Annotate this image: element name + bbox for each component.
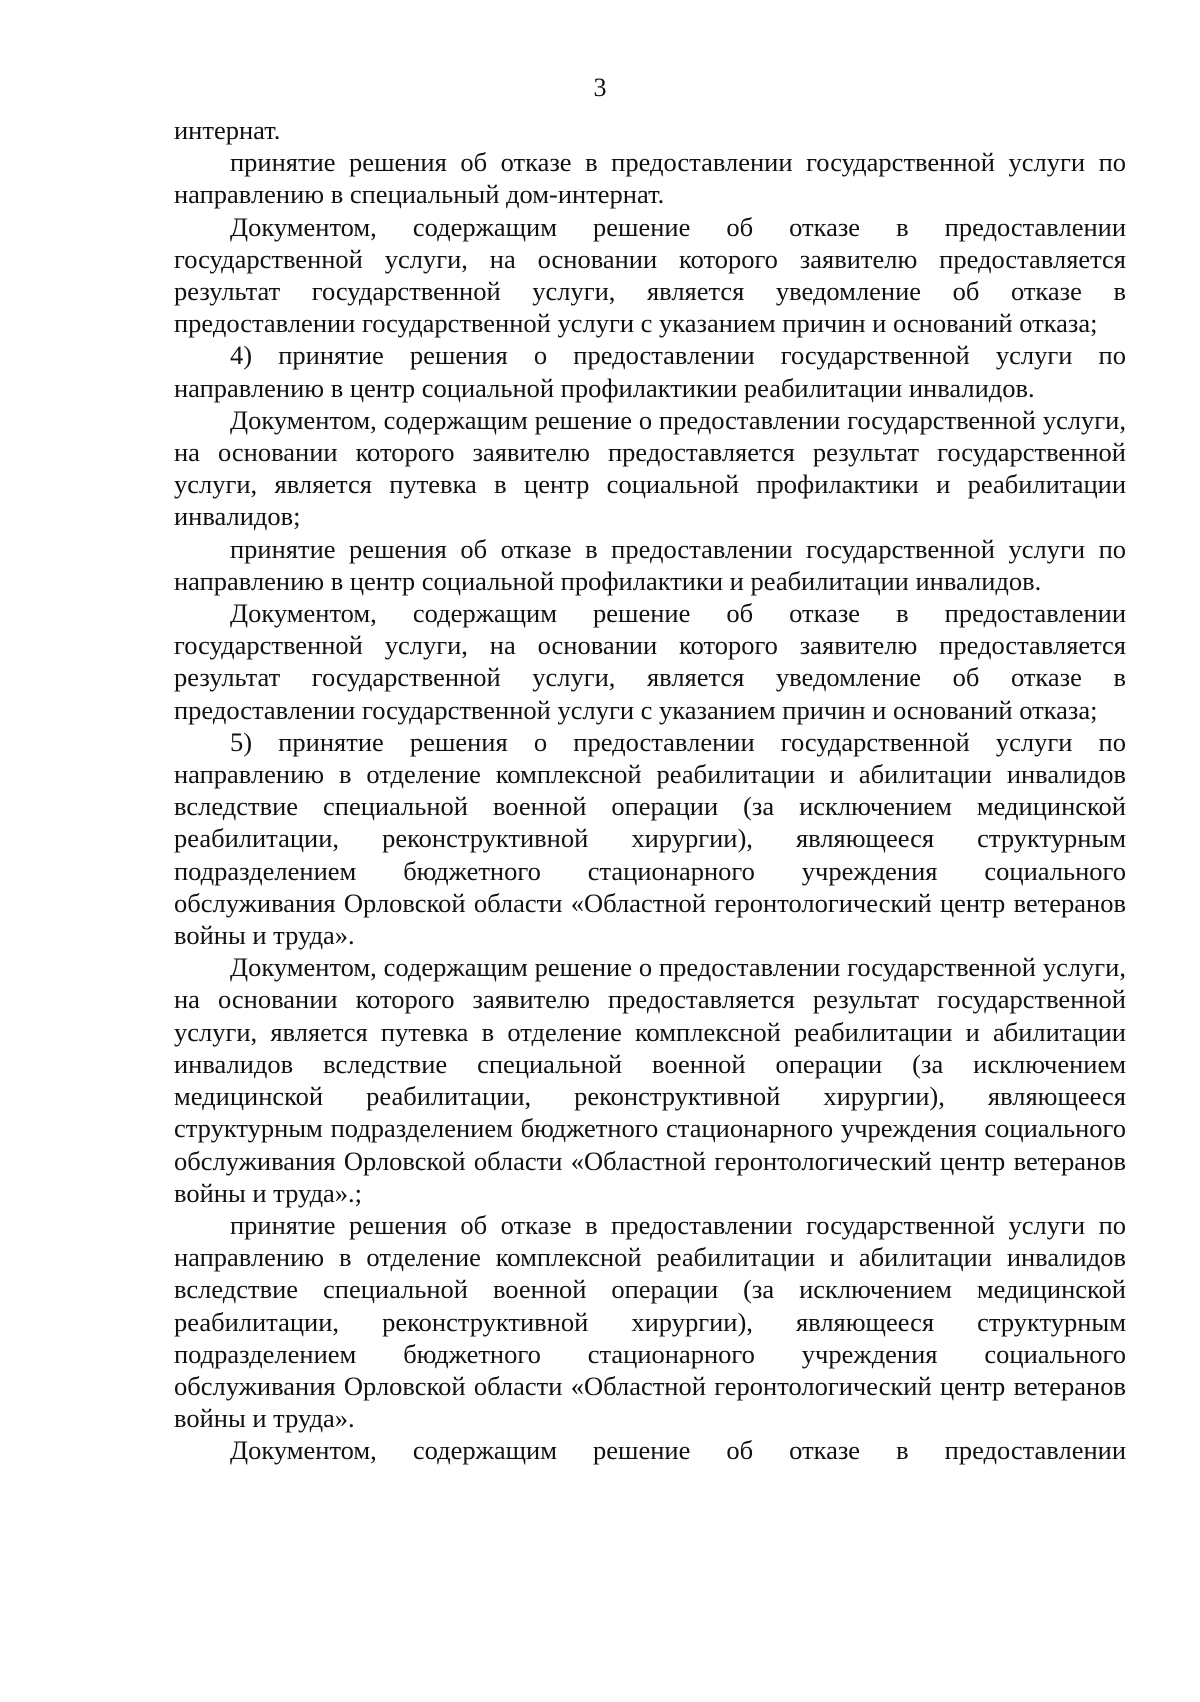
paragraph-refusal-rehab-center: принятие решения об отказе в предоставлении государственной услуги по направлению в центр социальной профилактики и реабилитации инвалидов.	[174, 533, 1126, 596]
paragraph-refusal-special-home: принятие решения об отказе в предоставлении государственной услуги по направлению в специальный дом-интернат.	[174, 147, 1126, 210]
paragraph-refusal-rehab-department: принятие решения об отказе в предоставлении государственной услуги по направлению в отделение комплексной реабилитации и абилитации инвалидов вследствие специальной военной операции (за исключением медицинской реабилитации, реконструктивной хирургии), являющееся структурным подразделением бюджетного стационарного учреждения социального обслуживания Орловской области «Областной геронтологический центр ветеранов войны и труда».	[174, 1209, 1126, 1434]
paragraph-item-5: 5) принятие решения о предоставлении государственной услуги по направлению в отделение комплексной реабилитации и абилитации инвалидов вследствие специальной военной операции (за исключением медицинской реабилитации, реконструктивной хирургии), являющееся структурным подразделением бюджетного стационарного учреждения социального обслуживания Орловской области «Областной геронтологический центр ветеранов войны и труда».	[174, 726, 1126, 951]
page-number: 3	[593, 73, 607, 102]
paragraph-item-4: 4) принятие решения о предоставлении государственной услуги по направлению в центр социальной профилактикии реабилитации инвалидов.	[174, 340, 1126, 403]
paragraph-continuation: интернат.	[174, 115, 281, 145]
paragraph-grant-document-2: Документом, содержащим решение о предоставлении государственной услуги, на основании которого заявителю предоставляется результат государственной услуги, является путевка в отделение комплексной реабилитации и абилитации инвалидов вследствие специальной военной операции (за исключением медицинской реабилитации, реконструктивной хирургии), являющееся структурным подразделением бюджетного стационарного учреждения социального обслуживания Орловской области «Областной геронтологический центр ветеранов войны и труда».;	[174, 952, 1126, 1208]
paragraph-refusal-document-3: Документом, содержащим решение об отказе в предоставлении	[230, 1435, 1126, 1466]
paragraph-refusal-document-1: Документом, содержащим решение об отказе в предоставлении государственной услуги, на основании которого заявителю предоставляется результат государственной услуги, является уведомление об отказе в предоставлении государственной услуги с указанием причин и оснований отказа;	[174, 211, 1126, 339]
paragraph-refusal-document-2: Документом, содержащим решение об отказе в предоставлении государственной услуги, на основании которого заявителю предоставляется результат государственной услуги, является уведомление об отказе в предоставлении государственной услуги с указанием причин и оснований отказа;	[174, 598, 1126, 725]
document-body	[174, 114, 1126, 1467]
paragraph-grant-document-1: Документом, содержащим решение о предоставлении государственной услуги, на основании которого заявителю предоставляется результат государственной услуги, является путевка в центр социальной профилактики и реабилитации инвалидов;	[174, 404, 1126, 532]
